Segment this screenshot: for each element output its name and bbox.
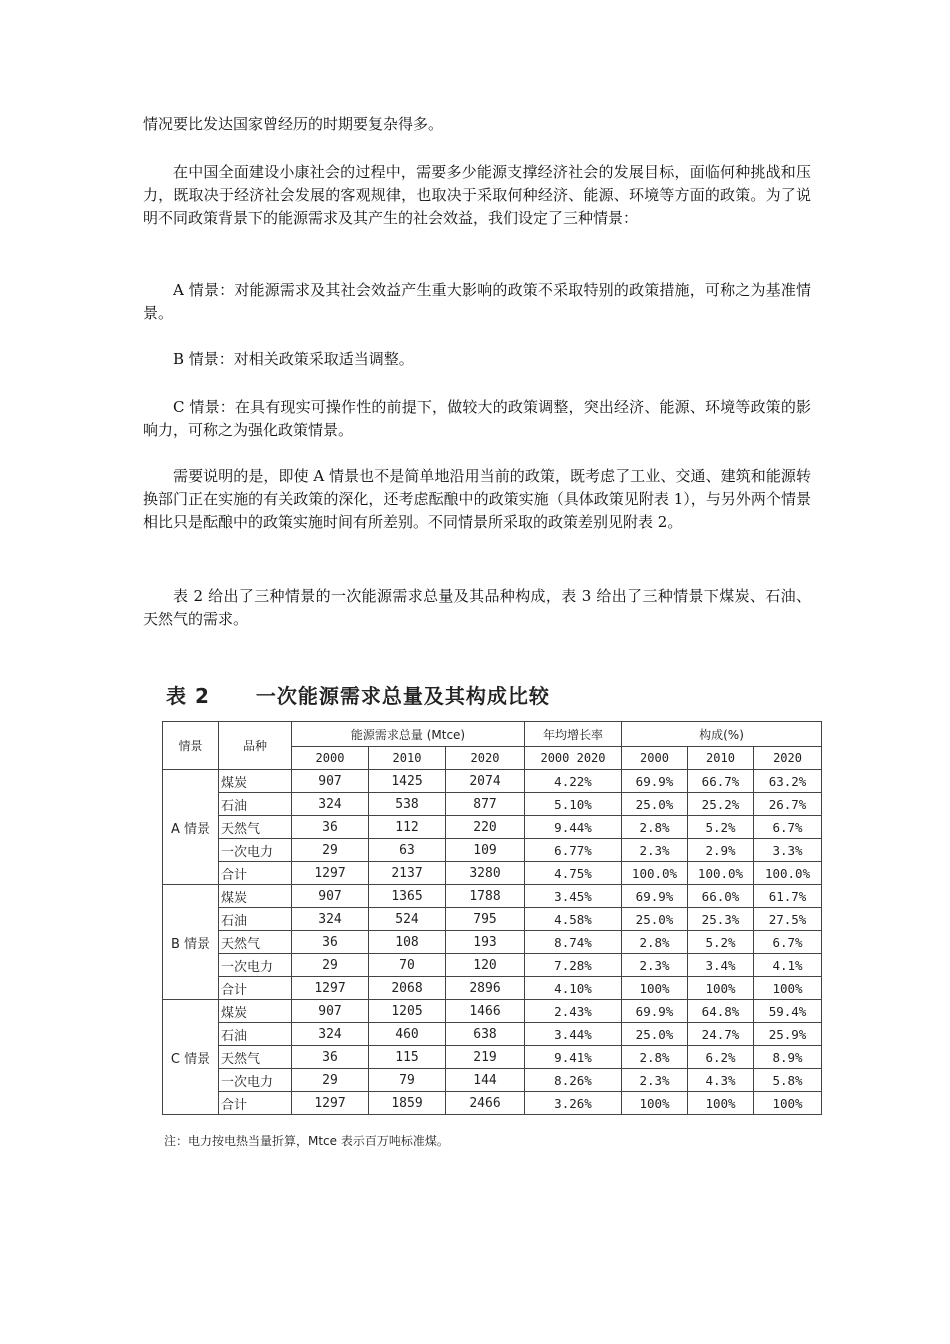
demand-2000-cell: 907 bbox=[292, 1000, 369, 1023]
share-2000-cell: 2.8% bbox=[622, 931, 688, 954]
table-row bbox=[163, 1023, 822, 1046]
table-row bbox=[163, 770, 822, 793]
header-demand: 能源需求总量 (Mtce) bbox=[292, 722, 525, 747]
scenario-cell: B 情景 bbox=[163, 885, 219, 1000]
variety-cell: 合计 bbox=[219, 1092, 292, 1115]
demand-2000-cell: 36 bbox=[292, 816, 369, 839]
demand-2020-cell: 193 bbox=[446, 931, 525, 954]
variety-cell: 石油 bbox=[219, 908, 292, 931]
table-row bbox=[163, 862, 822, 885]
demand-2020-cell: 1788 bbox=[446, 885, 525, 908]
table-row bbox=[163, 839, 822, 862]
share-2010-cell: 2.9% bbox=[688, 839, 754, 862]
table-title bbox=[166, 680, 550, 709]
share-2010-cell: 5.2% bbox=[688, 931, 754, 954]
table-row bbox=[163, 816, 822, 839]
growth-rate-cell: 4.10% bbox=[525, 977, 622, 1000]
demand-2000-cell: 907 bbox=[292, 885, 369, 908]
share-2020-cell: 100% bbox=[754, 977, 822, 1000]
growth-rate-cell: 7.28% bbox=[525, 954, 622, 977]
table-number: 表 2 bbox=[166, 684, 210, 708]
variety-cell: 一次电力 bbox=[219, 839, 292, 862]
share-2020-cell: 26.7% bbox=[754, 793, 822, 816]
variety-cell: 合计 bbox=[219, 977, 292, 1000]
table-row bbox=[163, 954, 822, 977]
growth-rate-cell: 8.74% bbox=[525, 931, 622, 954]
growth-rate-cell: 3.45% bbox=[525, 885, 622, 908]
demand-2000-cell: 36 bbox=[292, 1046, 369, 1069]
paragraph-scenario-c: C 情景：在具有现实可操作性的前提下，做较大的政策调整，突出经济、能源、环境等政策的影响力，可称之为强化政策情景。 bbox=[143, 398, 811, 439]
variety-cell: 煤炭 bbox=[219, 885, 292, 908]
variety-cell: 煤炭 bbox=[219, 1000, 292, 1023]
share-2020-cell: 4.1% bbox=[754, 954, 822, 977]
variety-cell: 一次电力 bbox=[219, 1069, 292, 1092]
share-2000-cell: 100.0% bbox=[622, 862, 688, 885]
share-2000-cell: 25.0% bbox=[622, 793, 688, 816]
demand-2000-cell: 36 bbox=[292, 931, 369, 954]
share-2010-cell: 3.4% bbox=[688, 954, 754, 977]
table-row bbox=[163, 1046, 822, 1069]
paragraph-scenario-b: B 情景：对相关政策采取适当调整。 bbox=[173, 350, 414, 368]
demand-2020-cell: 795 bbox=[446, 908, 525, 931]
demand-2010-cell: 70 bbox=[369, 954, 446, 977]
demand-2000-cell: 1297 bbox=[292, 1092, 369, 1115]
demand-2000-cell: 29 bbox=[292, 1069, 369, 1092]
paragraph-scenario-a: A 情景：对能源需求及其社会效益产生重大影响的政策不采取特别的政策措施，可称之为基准情景。 bbox=[143, 281, 811, 322]
share-2000-cell: 69.9% bbox=[622, 885, 688, 908]
variety-cell: 合计 bbox=[219, 862, 292, 885]
share-2010-cell: 100% bbox=[688, 977, 754, 1000]
growth-rate-cell: 2.43% bbox=[525, 1000, 622, 1023]
demand-2010-cell: 2137 bbox=[369, 862, 446, 885]
share-2000-cell: 2.3% bbox=[622, 954, 688, 977]
share-2000-cell: 2.3% bbox=[622, 839, 688, 862]
growth-rate-cell: 3.44% bbox=[525, 1023, 622, 1046]
growth-rate-cell: 6.77% bbox=[525, 839, 622, 862]
demand-2010-cell: 108 bbox=[369, 931, 446, 954]
share-2020-cell: 63.2% bbox=[754, 770, 822, 793]
demand-2010-cell: 79 bbox=[369, 1069, 446, 1092]
table-row bbox=[163, 885, 822, 908]
demand-2010-cell: 112 bbox=[369, 816, 446, 839]
demand-2010-cell: 538 bbox=[369, 793, 446, 816]
share-2000-cell: 2.8% bbox=[622, 816, 688, 839]
energy-demand-table bbox=[162, 721, 822, 1115]
header-scenario: 情景 bbox=[163, 722, 219, 770]
share-2000-cell: 25.0% bbox=[622, 908, 688, 931]
variety-cell: 一次电力 bbox=[219, 954, 292, 977]
demand-2020-cell: 2896 bbox=[446, 977, 525, 1000]
table-row bbox=[163, 908, 822, 931]
demand-2020-cell: 638 bbox=[446, 1023, 525, 1046]
share-2020-cell: 6.7% bbox=[754, 931, 822, 954]
demand-2000-cell: 324 bbox=[292, 908, 369, 931]
demand-2010-cell: 460 bbox=[369, 1023, 446, 1046]
share-2020-cell: 59.4% bbox=[754, 1000, 822, 1023]
growth-rate-cell: 9.41% bbox=[525, 1046, 622, 1069]
demand-2010-cell: 1205 bbox=[369, 1000, 446, 1023]
share-2020-cell: 5.8% bbox=[754, 1069, 822, 1092]
scenario-cell: A 情景 bbox=[163, 770, 219, 885]
variety-cell: 天然气 bbox=[219, 816, 292, 839]
demand-2020-cell: 109 bbox=[446, 839, 525, 862]
share-2010-cell: 100% bbox=[688, 1092, 754, 1115]
share-2000-cell: 100% bbox=[622, 977, 688, 1000]
table-row bbox=[163, 793, 822, 816]
share-2010-cell: 25.3% bbox=[688, 908, 754, 931]
demand-2010-cell: 2068 bbox=[369, 977, 446, 1000]
share-2020-cell: 100% bbox=[754, 1092, 822, 1115]
share-2020-cell: 61.7% bbox=[754, 885, 822, 908]
share-2010-cell: 66.7% bbox=[688, 770, 754, 793]
paragraph-table-intro: 表 2 给出了三种情景的一次能源需求总量及其品种构成，表 3 给出了三种情景下煤炭、石油、天然气的需求。 bbox=[143, 587, 811, 628]
demand-2010-cell: 524 bbox=[369, 908, 446, 931]
paragraph-continuation: 情况要比发达国家曾经历的时期要复杂得多。 bbox=[143, 115, 444, 133]
demand-2020-cell: 2466 bbox=[446, 1092, 525, 1115]
share-2020-cell: 100.0% bbox=[754, 862, 822, 885]
share-2000-cell: 69.9% bbox=[622, 1000, 688, 1023]
share-2000-cell: 25.0% bbox=[622, 1023, 688, 1046]
share-2010-cell: 100.0% bbox=[688, 862, 754, 885]
growth-rate-cell: 8.26% bbox=[525, 1069, 622, 1092]
variety-cell: 天然气 bbox=[219, 1046, 292, 1069]
share-2010-cell: 66.0% bbox=[688, 885, 754, 908]
share-2010-cell: 5.2% bbox=[688, 816, 754, 839]
demand-2000-cell: 29 bbox=[292, 954, 369, 977]
share-2020-cell: 3.3% bbox=[754, 839, 822, 862]
table-row bbox=[163, 1069, 822, 1092]
demand-2010-cell: 1425 bbox=[369, 770, 446, 793]
table-row bbox=[163, 931, 822, 954]
demand-2000-cell: 907 bbox=[292, 770, 369, 793]
table-note: 注：电力按电热当量折算，Mtce 表示百万吨标准煤。 bbox=[164, 1134, 449, 1148]
share-2000-cell: 2.3% bbox=[622, 1069, 688, 1092]
share-2010-cell: 6.2% bbox=[688, 1046, 754, 1069]
demand-2020-cell: 220 bbox=[446, 816, 525, 839]
header-growth-period: 2000 2020 bbox=[525, 747, 622, 770]
table-row bbox=[163, 1092, 822, 1115]
share-2010-cell: 24.7% bbox=[688, 1023, 754, 1046]
demand-2000-cell: 324 bbox=[292, 1023, 369, 1046]
header-comp-year: 2020 bbox=[754, 747, 822, 770]
demand-2010-cell: 115 bbox=[369, 1046, 446, 1069]
scenario-cell: C 情景 bbox=[163, 1000, 219, 1115]
share-2000-cell: 100% bbox=[622, 1092, 688, 1115]
growth-rate-cell: 5.10% bbox=[525, 793, 622, 816]
header-comp-year: 2010 bbox=[688, 747, 754, 770]
header-year: 2010 bbox=[369, 747, 446, 770]
demand-2020-cell: 1466 bbox=[446, 1000, 525, 1023]
growth-rate-cell: 4.22% bbox=[525, 770, 622, 793]
growth-rate-cell: 9.44% bbox=[525, 816, 622, 839]
share-2010-cell: 64.8% bbox=[688, 1000, 754, 1023]
demand-2020-cell: 2074 bbox=[446, 770, 525, 793]
variety-cell: 石油 bbox=[219, 793, 292, 816]
demand-2000-cell: 29 bbox=[292, 839, 369, 862]
header-composition: 构成(%) bbox=[622, 722, 822, 747]
variety-cell: 煤炭 bbox=[219, 770, 292, 793]
share-2020-cell: 27.5% bbox=[754, 908, 822, 931]
header-comp-year: 2000 bbox=[622, 747, 688, 770]
demand-2020-cell: 877 bbox=[446, 793, 525, 816]
growth-rate-cell: 3.26% bbox=[525, 1092, 622, 1115]
table-caption: 一次能源需求总量及其构成比较 bbox=[255, 684, 550, 708]
variety-cell: 天然气 bbox=[219, 931, 292, 954]
demand-2020-cell: 219 bbox=[446, 1046, 525, 1069]
paragraph-context: 在中国全面建设小康社会的过程中，需要多少能源支撑经济社会的发展目标，面临何种挑战和压力，既取决于经济社会发展的客观规律，也取决于采取何种经济、能源、环境等方面的政策。为了说明不同政策背景下的能源需求及其产生的社会效益，我们设定了三种情景： bbox=[143, 163, 811, 227]
header-year: 2020 bbox=[446, 747, 525, 770]
share-2020-cell: 25.9% bbox=[754, 1023, 822, 1046]
demand-2020-cell: 3280 bbox=[446, 862, 525, 885]
share-2020-cell: 6.7% bbox=[754, 816, 822, 839]
growth-rate-cell: 4.58% bbox=[525, 908, 622, 931]
header-growth: 年均增长率 bbox=[525, 722, 622, 747]
table-row bbox=[163, 1000, 822, 1023]
variety-cell: 石油 bbox=[219, 1023, 292, 1046]
header-variety: 品种 bbox=[219, 722, 292, 770]
demand-2010-cell: 1859 bbox=[369, 1092, 446, 1115]
paragraph-explanation: 需要说明的是，即使 A 情景也不是简单地沿用当前的政策，既考虑了工业、交通、建筑和能源转换部门正在实施的有关政策的深化，还考虑酝酿中的政策实施（具体政策见附表 1），与另外两个情景相比只是酝酿中的政策实施时间有所差别。不同情景所采取的政策差别见附表 2。 bbox=[143, 467, 811, 531]
growth-rate-cell: 4.75% bbox=[525, 862, 622, 885]
share-2010-cell: 25.2% bbox=[688, 793, 754, 816]
header-year: 2000 bbox=[292, 747, 369, 770]
share-2010-cell: 4.3% bbox=[688, 1069, 754, 1092]
demand-2020-cell: 120 bbox=[446, 954, 525, 977]
share-2020-cell: 8.9% bbox=[754, 1046, 822, 1069]
demand-2020-cell: 144 bbox=[446, 1069, 525, 1092]
table-row bbox=[163, 977, 822, 1000]
demand-2000-cell: 324 bbox=[292, 793, 369, 816]
demand-2000-cell: 1297 bbox=[292, 977, 369, 1000]
demand-2010-cell: 63 bbox=[369, 839, 446, 862]
share-2000-cell: 69.9% bbox=[622, 770, 688, 793]
demand-2000-cell: 1297 bbox=[292, 862, 369, 885]
demand-2010-cell: 1365 bbox=[369, 885, 446, 908]
share-2000-cell: 2.8% bbox=[622, 1046, 688, 1069]
